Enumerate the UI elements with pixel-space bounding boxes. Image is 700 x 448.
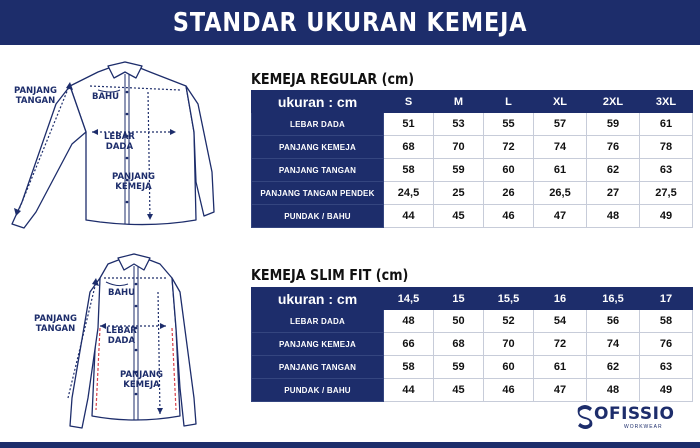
row-label: PUNDAK / BAHU [252, 205, 384, 228]
table-header-row [252, 288, 693, 310]
table-cell: 66 [384, 333, 434, 356]
brand-name: OFISSIO [594, 404, 675, 424]
table-cell: 57 [534, 113, 587, 136]
table-cell: 59 [434, 356, 484, 379]
table-cell: 48 [587, 205, 640, 228]
row-label: PUNDAK / BAHU [252, 379, 384, 402]
size-header: 2XL [587, 91, 640, 113]
regular-length-label: PANJANG KEMEJA [112, 172, 155, 192]
table-cell: 59 [434, 159, 484, 182]
size-header: S [384, 91, 434, 113]
table-cell: 78 [640, 136, 693, 159]
table-cell: 45 [434, 379, 484, 402]
regular-sleeve-label: PANJANG TANGAN [14, 86, 57, 106]
slim-shoulder-label: BAHU [108, 288, 136, 298]
table-cell: 58 [384, 159, 434, 182]
slim-section-title: KEMEJA SLIM FIT (cm) [251, 266, 409, 284]
table-cell: 58 [384, 356, 434, 379]
table-row [252, 356, 693, 379]
table-row [252, 113, 693, 136]
table-row [252, 205, 693, 228]
row-label: PANJANG KEMEJA [252, 136, 384, 159]
table-cell: 61 [640, 113, 693, 136]
brand-logo [574, 402, 684, 442]
table-cell: 44 [384, 205, 434, 228]
table-row [252, 159, 693, 182]
table-cell: 45 [434, 205, 484, 228]
size-header: 15 [434, 288, 484, 310]
table-cell: 74 [534, 136, 587, 159]
table-row [252, 379, 693, 402]
table-cell: 60 [484, 356, 534, 379]
table-cell: 60 [484, 159, 534, 182]
regular-chest-label: LEBAR DADA [104, 132, 135, 152]
table-cell: 68 [384, 136, 434, 159]
table-cell: 59 [587, 113, 640, 136]
row-label: PANJANG TANGAN PENDEK [252, 182, 384, 205]
slim-size-table [251, 287, 693, 402]
regular-section-title: KEMEJA REGULAR (cm) [251, 70, 415, 88]
table-cell: 51 [384, 113, 434, 136]
table-cell: 62 [587, 356, 640, 379]
table-cell: 63 [640, 356, 693, 379]
table-cell: 55 [484, 113, 534, 136]
table-cell: 26 [484, 182, 534, 205]
table-cell: 68 [434, 333, 484, 356]
table-cell: 72 [534, 333, 587, 356]
table-cell: 46 [484, 205, 534, 228]
table-cell: 70 [484, 333, 534, 356]
table-cell: 74 [587, 333, 640, 356]
table-cell: 49 [640, 379, 693, 402]
table-cell: 27 [587, 182, 640, 205]
size-header: 15,5 [484, 288, 534, 310]
ofissio-logo-icon [574, 402, 596, 432]
table-cell: 47 [534, 205, 587, 228]
table-cell: 48 [384, 310, 434, 333]
table-cell: 49 [640, 205, 693, 228]
table-cell: 25 [434, 182, 484, 205]
slim-chest-label: LEBAR DADA [106, 326, 137, 346]
table-cell: 58 [640, 310, 693, 333]
table-cell: 61 [534, 159, 587, 182]
bottom-bar [0, 442, 700, 448]
table-cell: 44 [384, 379, 434, 402]
table-cell: 63 [640, 159, 693, 182]
size-header: 17 [640, 288, 693, 310]
table-cell: 72 [484, 136, 534, 159]
row-label: PANJANG KEMEJA [252, 333, 384, 356]
row-label: PANJANG TANGAN [252, 159, 384, 182]
slim-sleeve-label: PANJANG TANGAN [34, 314, 77, 334]
table-cell: 48 [587, 379, 640, 402]
size-header: L [484, 91, 534, 113]
row-label: LEBAR DADA [252, 113, 384, 136]
table-row [252, 182, 693, 205]
row-label: PANJANG TANGAN [252, 356, 384, 379]
table-cell: 47 [534, 379, 587, 402]
table-cell: 76 [587, 136, 640, 159]
table-cell: 52 [484, 310, 534, 333]
brand-tagline: WORKWEAR [624, 424, 663, 430]
size-header: 16 [534, 288, 587, 310]
table-cell: 53 [434, 113, 484, 136]
unit-header: ukuran : cm [252, 288, 384, 310]
header-bar [0, 0, 700, 45]
table-row [252, 310, 693, 333]
regular-shoulder-label: BAHU [92, 92, 120, 102]
table-cell: 56 [587, 310, 640, 333]
size-header: 3XL [640, 91, 693, 113]
table-cell: 62 [587, 159, 640, 182]
table-row [252, 333, 693, 356]
size-header: 16,5 [587, 288, 640, 310]
slim-length-label: PANJANG KEMEJA [120, 370, 163, 390]
table-row [252, 136, 693, 159]
table-cell: 24,5 [384, 182, 434, 205]
row-label: LEBAR DADA [252, 310, 384, 333]
table-cell: 76 [640, 333, 693, 356]
table-header-row [252, 91, 693, 113]
table-cell: 61 [534, 356, 587, 379]
regular-size-table [251, 90, 693, 228]
table-cell: 26,5 [534, 182, 587, 205]
unit-header: ukuran : cm [252, 91, 384, 113]
page-title: STANDAR UKURAN KEMEJA [172, 7, 528, 38]
size-header: 14,5 [384, 288, 434, 310]
table-cell: 54 [534, 310, 587, 333]
size-header: M [434, 91, 484, 113]
table-cell: 46 [484, 379, 534, 402]
table-cell: 50 [434, 310, 484, 333]
table-cell: 27,5 [640, 182, 693, 205]
table-cell: 70 [434, 136, 484, 159]
size-header: XL [534, 91, 587, 113]
